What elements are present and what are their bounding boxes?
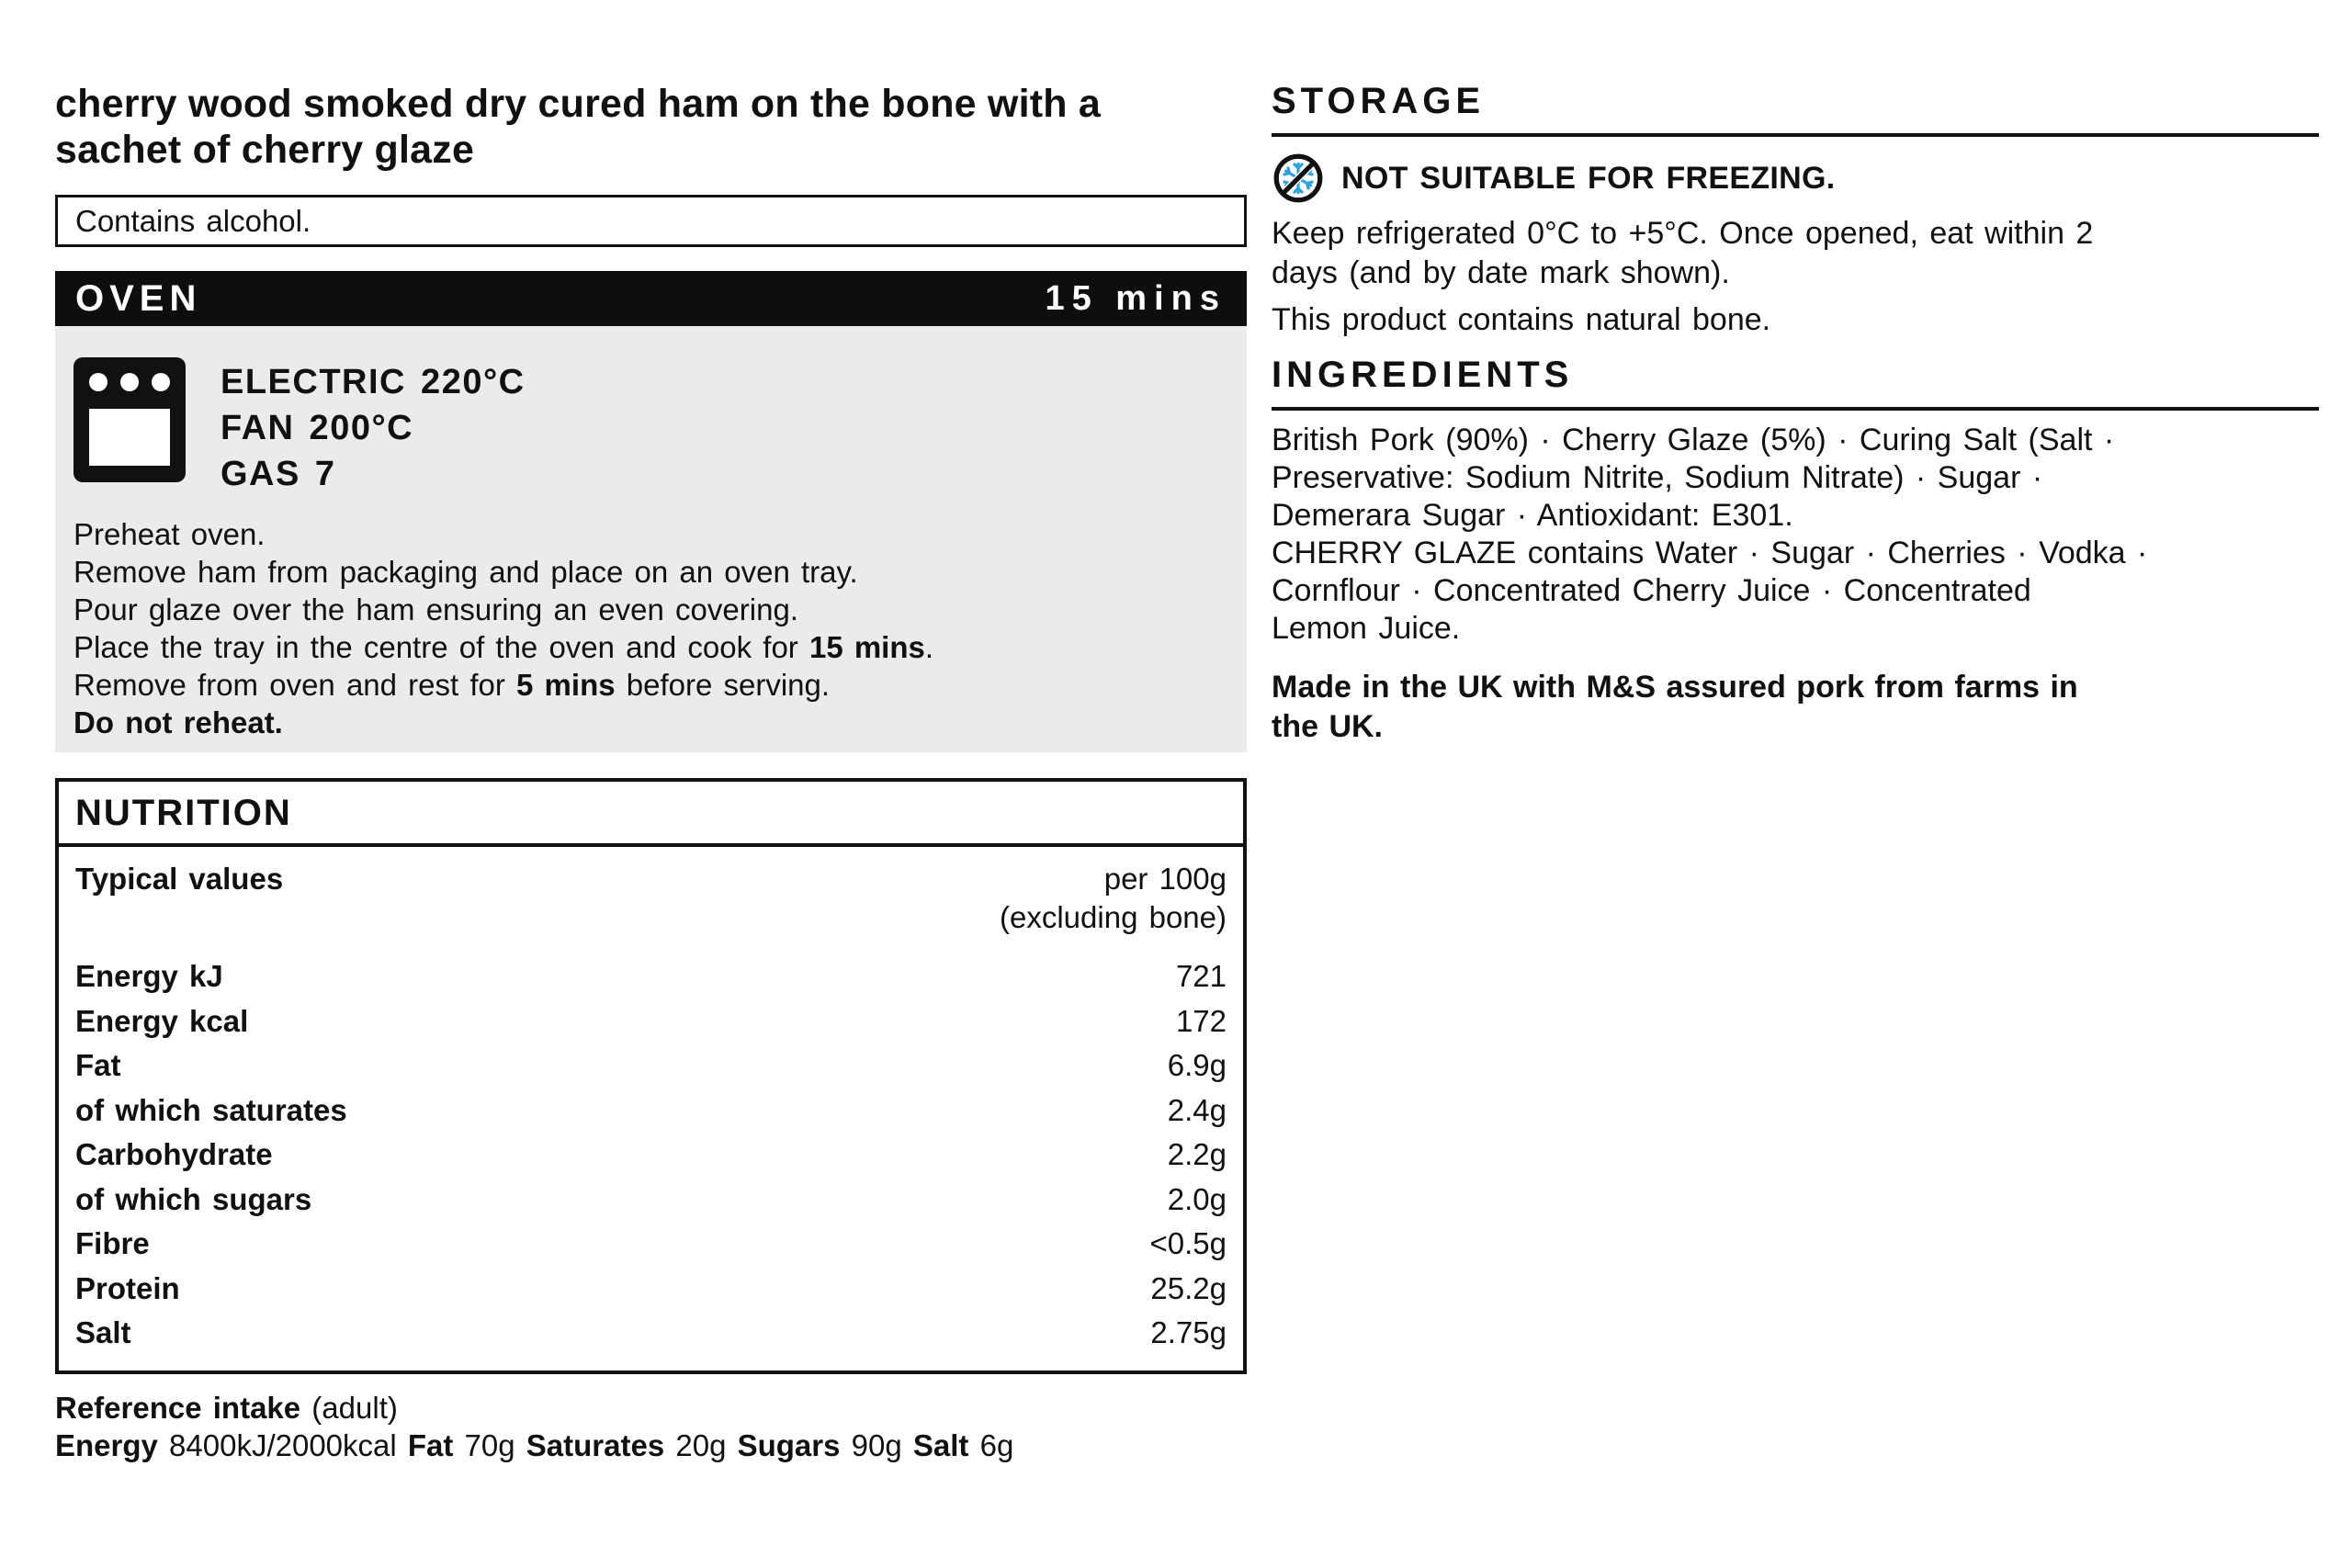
- nutrition-heading: NUTRITION: [59, 782, 1243, 847]
- nutrition-rows: [75, 954, 1227, 1356]
- table-row: [75, 954, 1227, 999]
- nutrient-value: 2.4g: [1167, 1092, 1227, 1127]
- cooking-method-label: OVEN: [75, 277, 202, 319]
- nutrient-label: Carbohydrate: [75, 1137, 273, 1171]
- bone-note-text: This product contains natural bone.: [1272, 302, 1771, 337]
- nutrient-label: Salt: [75, 1315, 131, 1349]
- table-row: [75, 1311, 1227, 1356]
- ingredients-line: Demerara Sugar · Antioxidant: E301.: [1272, 498, 1793, 533]
- origin-note-line: Made in the UK with M&S assured pork from farms in: [1272, 670, 2078, 705]
- allergen-note: Contains alcohol.: [75, 204, 311, 238]
- table-row: [75, 1133, 1227, 1178]
- storage-heading: STORAGE: [1272, 81, 2319, 137]
- reference-intake-values: Energy 8400kJ/2000kcal Fat 70g Saturates 20g Sugars 90g Salt 6g: [55, 1427, 1014, 1462]
- nutrition-table: [59, 847, 1243, 1371]
- nutrition-column-unit: [1000, 860, 1227, 937]
- page-title-line: cherry wood smoked dry cured ham on the bone with a: [55, 82, 1101, 126]
- nutrition-column-label: Typical values: [75, 862, 284, 896]
- no-freezing-icon: [1272, 152, 1325, 205]
- allergen-box: [55, 195, 1247, 247]
- storage-note-line: Keep refrigerated 0°C to +5°C. Once opened, eat within 2: [1272, 216, 2094, 251]
- nutrient-value: 25.2g: [1150, 1270, 1227, 1305]
- nutrient-label: Fat: [75, 1048, 121, 1082]
- table-row: [75, 1267, 1227, 1312]
- oven-setting-electric: ELECTRIC 220°C: [220, 363, 526, 401]
- oven-setting-fan: FAN 200°C: [220, 409, 414, 447]
- nutrition-unit-line: per 100g: [1103, 862, 1227, 896]
- bone-note: [1272, 300, 2319, 340]
- cooking-step: Remove ham from packaging and place on an oven tray.: [74, 555, 858, 589]
- table-row: [75, 1178, 1227, 1223]
- cooking-step: Do not reheat.: [74, 705, 283, 739]
- cooking-instructions-panel: [55, 326, 1247, 752]
- right-column: [1272, 81, 2319, 747]
- nutrient-label: of which sugars: [75, 1181, 312, 1216]
- oven-settings: [220, 357, 526, 497]
- nutrient-value: 721: [1175, 959, 1227, 993]
- oven-setting-gas: GAS 7: [220, 455, 336, 493]
- cooking-step: Place the tray in the centre of the oven and cook for 15 mins.: [74, 630, 934, 664]
- left-column: [55, 81, 1247, 1464]
- oven-settings-row: [74, 357, 1228, 497]
- freezing-warning-row: [1272, 152, 2319, 205]
- nutrient-value: 6.9g: [1167, 1048, 1227, 1082]
- nutrient-label: Energy kJ: [75, 959, 223, 993]
- cooking-method-bar: [55, 271, 1247, 326]
- cooking-steps: [74, 515, 1228, 749]
- cooking-step: Pour glaze over the ham ensuring an even covering.: [74, 592, 798, 626]
- page-title-line: sachet of cherry glaze: [55, 128, 475, 172]
- nutrient-label: Energy kcal: [75, 1003, 249, 1038]
- origin-note: [1272, 668, 2319, 747]
- oven-icon: [74, 357, 186, 482]
- ingredients-line: British Pork (90%) · Cherry Glaze (5%) · Curing Salt (Salt ·: [1272, 423, 2115, 457]
- nutrient-label: Fibre: [75, 1226, 150, 1260]
- ingredients-line: Cornflour · Concentrated Cherry Juice · Concentrated: [1272, 573, 2031, 608]
- cooking-time-label: 15 mins: [1045, 278, 1227, 318]
- nutrition-panel: [55, 778, 1247, 1374]
- nutrient-value: 2.75g: [1150, 1315, 1227, 1349]
- storage-note-line: days (and by date mark shown).: [1272, 255, 1730, 290]
- ingredients-heading: INGREDIENTS: [1272, 355, 2319, 411]
- reference-intake: [55, 1389, 1247, 1464]
- ingredients-line: Lemon Juice.: [1272, 611, 1461, 646]
- nutrient-value: 2.2g: [1167, 1137, 1227, 1171]
- cooking-step: Remove from oven and rest for 5 mins before serving.: [74, 668, 831, 702]
- storage-note: [1272, 214, 2319, 293]
- reference-intake-heading: Reference intake (adult): [55, 1390, 398, 1425]
- table-row: [75, 999, 1227, 1044]
- table-row: [75, 1222, 1227, 1267]
- freezing-warning: NOT SUITABLE FOR FREEZING.: [1341, 160, 1836, 196]
- page-title: [55, 81, 1247, 173]
- nutrient-label: of which saturates: [75, 1092, 347, 1127]
- nutrient-label: Protein: [75, 1270, 180, 1305]
- cooking-step: Preheat oven.: [74, 517, 266, 551]
- nutrition-column-header-row: [75, 860, 1227, 937]
- ingredients-line: Preservative: Sodium Nitrite, Sodium Nitrate) · Sugar ·: [1272, 460, 2043, 495]
- nutrient-value: 172: [1175, 1003, 1227, 1038]
- ingredients-list: [1272, 422, 2319, 648]
- nutrition-unit-line: (excluding bone): [1000, 900, 1227, 934]
- origin-note-line: the UK.: [1272, 709, 1383, 744]
- nutrient-value: <0.5g: [1149, 1226, 1227, 1260]
- table-row: [75, 1043, 1227, 1089]
- ingredients-line: CHERRY GLAZE contains Water · Sugar · Cherries · Vodka ·: [1272, 536, 2148, 570]
- table-row: [75, 1089, 1227, 1134]
- nutrient-value: 2.0g: [1167, 1181, 1227, 1216]
